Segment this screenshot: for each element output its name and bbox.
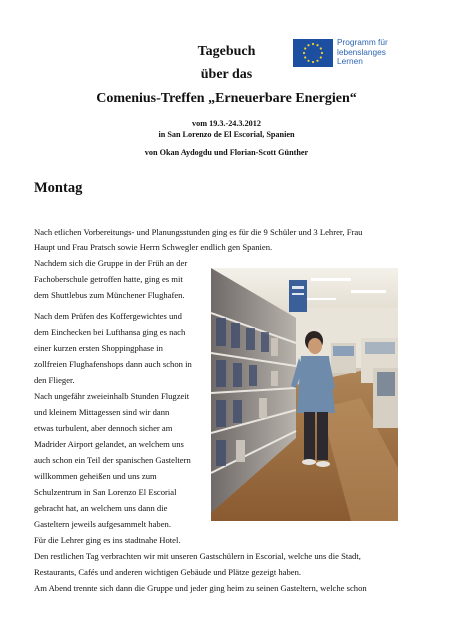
logo-line-1: Programm für [337,37,388,47]
body-line: Den restlichen Tag verbrachten wir mit unseren Gastschülern in Escorial, welche uns die Stadt, [34,551,361,561]
title-ueber-das: über das [200,67,253,82]
body-line: willkommen geheißen und uns zum [34,471,157,481]
duty-free-shop-photo [211,268,398,521]
body-line: Am Abend trennte sich dann die Gruppe und jeder ging heim zu seinen Gasteltern, welche schon [34,583,367,593]
body-line: Haupt und Frau Pratsch sowie Herrn Schwegler endlich gen Spanien. [34,242,273,252]
logo-line-3: Lernen [337,56,363,67]
body-line: Nach dem Prüfen des Koffergewichtes und [34,311,182,321]
body-line: Madrider Airport gelandet, an welchem uns [34,439,184,449]
body-line: auch schon ein Teil der spanischen Gasteltern [34,455,191,465]
title-comenius: Comenius-Treffen „Erneuerbare Energien“ [96,91,357,106]
body-line: Für die Lehrer ging es ins stadtnahe Hotel. [34,535,181,545]
body-line: zollfreien Flughafenshops dann auch schon in [34,359,192,369]
body-line: und kleinem Mittagessen sind wir dann [34,407,170,417]
subtitle-authors: von Okan Aydogdu und Florian-Scott Günther [144,148,309,157]
body-line: dem Shuttlebus zum Münchener Flughafen. [34,290,185,300]
subtitle-location: in San Lorenzo de El Escorial, Spanien [158,130,295,139]
body-line: Restaurants, Cafés und anderen wichtigen Gebäude und Plätze gezeigt haben. [34,567,302,577]
body-line: Gasteltern jeweils aufgesammelt haben. [34,519,171,529]
body-line: dem Einchecken bei Lufthansa ging es nach [34,327,186,337]
body-line: Nach ungefähr zweieinhalb Stunden Flugzeit [34,391,190,401]
title-tagebuch: Tagebuch [197,44,256,59]
body-line: etwas turbulent, aber dennoch sicher am [34,423,173,433]
body-line: Fachoberschule getroffen hatte, ging es mit [34,274,183,284]
body-line: Nachdem sich die Gruppe in der Früh an der [34,258,188,268]
section-heading-montag: Montag [34,180,83,196]
body-line: Schulzentrum in San Lorenzo El Escorial [34,487,177,497]
body-line: den Flieger. [34,375,75,385]
logo-line-2: lebenslanges [337,46,386,57]
body-line: Nach etlichen Vorbereitungs- und Planungsstunden ging es für die 9 Schüler und 3 Lehrer, Frau [34,227,363,237]
body-line: einer kurzen ersten Shoppingphase in [34,343,163,353]
body-line: gebracht hat, an welchem uns dann die [34,503,168,513]
subtitle-dates: vom 19.3.-24.3.2012 [192,119,261,128]
